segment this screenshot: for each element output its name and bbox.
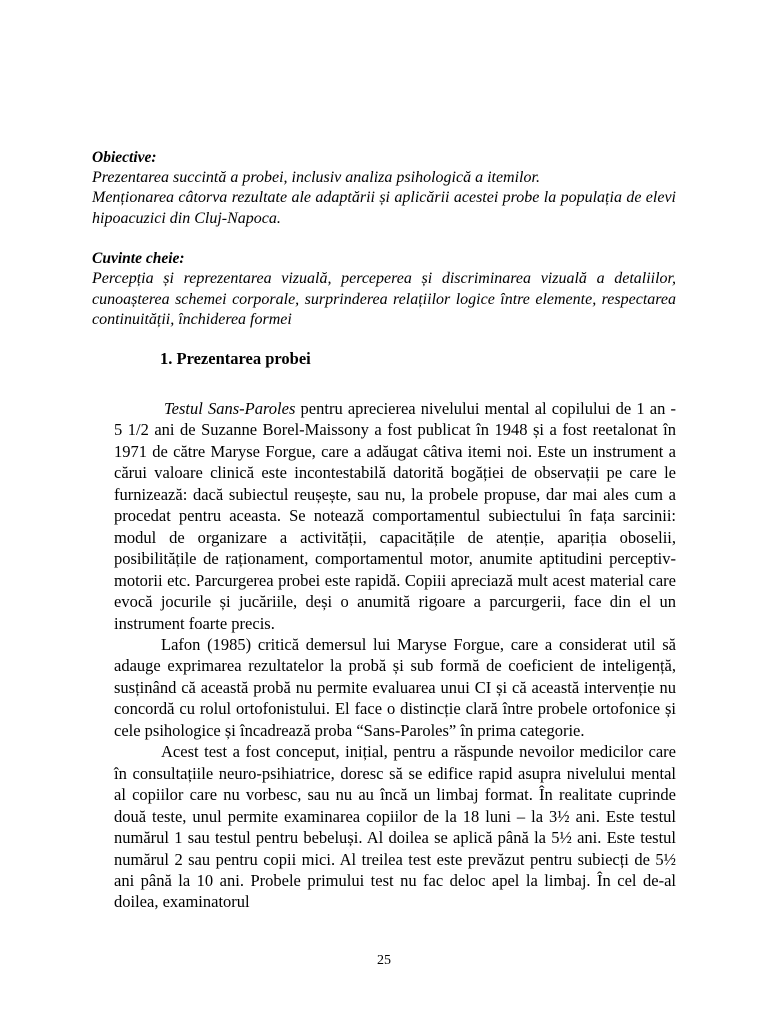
paragraph-3: Acest test a fost conceput, inițial, pentru a răspunde nevoilor medicilor care în consultațiile neuro-psihiatrice, doresc să se edifice rapid asupra nivelului mental al copiilor care nu vorbesc, sau nu au încă un limbaj format. În realitate cuprinde două teste, unul permite examinarea copiilor de la 18 luni – la 3½ ani. Este testul numărul 1 sau testul pentru bebeluși. Al doilea se aplică până la 5½ ani. Este testul numărul 2 sau pentru copii mici. Al treilea test este prevăzut pentru subiecți de 5½ ani până la 10 ani. Probele primului test nu fac deloc apel la limbaj. În cel de-al doilea, examinatorul [114,742,676,912]
keywords-text: Percepția și reprezentarea vizuală, perceperea și discriminarea vizuală a detaliilor, cunoașterea schemei corporale, surprinderea relațiilor logice între elemente, respectarea continuității, închiderea formei [92,270,676,329]
body-text [114,398,676,913]
section-title: 1. Prezentarea probei [160,349,311,369]
objectives-line-2: Menționarea câtorva rezultate ale adaptării și aplicării acestei probe la populația de elevi hipoacuzici din Cluj-Napoca. [92,189,676,227]
keywords-heading: Cuvinte cheie: [92,250,185,268]
paragraph-2: Lafon (1985) critică demersul lui Maryse Forgue, care a considerat util să adauge exprimarea rezultatelor la probă și sub formă de coeficient de inteligență, susținând că această probă nu permite evaluarea unui CI și că această intervenție nu concordă cu rolul ortofonistului. El face o distincție clară între probele ortofonice și cele psihologice și încadrează proba “Sans-Paroles” în prima categorie. [114,634,676,740]
objectives-heading: Obiective: [92,149,157,166]
objectives-line-1: Prezentarea succintă a probei, inclusiv analiza psihologică a itemilor. [92,169,540,186]
paragraph-1-text: pentru aprecierea nivelului mental al copilului de 1 an - 5 1/2 ani de Suzanne Borel-Maissony a fost publicat în 1948 și a fost reetalonat în 1971 de către Maryse Forgue, care a adăugat câtiva itemi noi. Este un instrument a cărui valoare clinică este incontestabilă datorită bogăției de observații pe care le furnizează: dacă subiectul reușește, sau nu, la probele propuse, dar mai ales cum a procedat pentru aceasta. Se notează comportamentul subiectului în fața sarcinii: modul de organizare a activității, capacitățile de atenție, apariția oboselii, posibilitățile de raționament, comportamentul motor, anumite aptitudini perceptiv-motorii etc. Parcurgerea probei este rapidă. Copiii apreciază mult acest material care evocă jocurile și jucăriile, deși o anumită rigoare a parcurgerii, face din el un instrument foarte precis. [114,399,676,633]
paragraph-1 [114,398,676,634]
page-content [92,148,676,370]
page-number: 25 [377,953,391,968]
test-name: Testul Sans-Paroles [164,399,296,418]
